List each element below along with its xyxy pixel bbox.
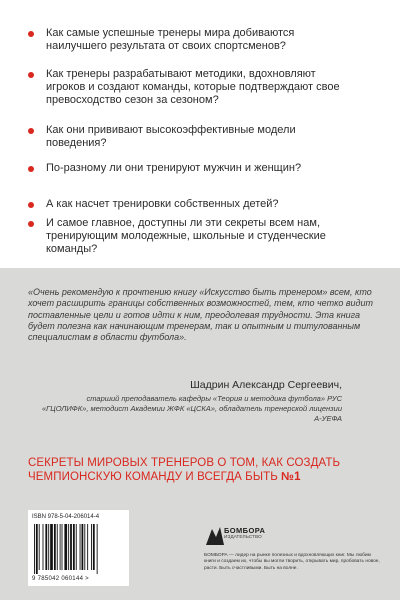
bullet-icon	[28, 72, 34, 78]
review-quote: «Очень рекомендую к прочтению книгу «Искусство быть тренером» всем, кто хочет расширить границы собственных возможностей, тем, кто четко видит поставленные цели и готов идти к ним, преодолевая трудности. Эта книга будет полезна как начинающим тренерам, так и опытным и титулованным специалистам в области футбола».	[28, 287, 374, 343]
bullet-icon	[28, 166, 34, 172]
question-item	[28, 68, 358, 107]
question-item	[28, 124, 358, 150]
question-item	[28, 217, 358, 256]
question-text: И самое главное, доступны ли эти секреты всем нам, тренирующим молодежные, школьные и студенческие команды?	[46, 217, 326, 255]
quote-author: Шадрин Александр Сергеевич,	[190, 379, 342, 391]
bullet-icon	[28, 221, 34, 227]
questions-panel	[0, 0, 400, 268]
ean-digits: 9 785042 060144 >	[32, 576, 89, 582]
bullet-icon	[28, 128, 34, 134]
question-text: Как тренеры разрабатывают методики, вдохновляют игроков и создают команды, которые подтверждают свое превосходство сезон за сезоном?	[46, 68, 340, 106]
isbn-label: ISBN 978-5-04-206014-4	[32, 514, 100, 520]
barcode-bars-icon	[32, 524, 125, 574]
publisher-name: БОМБОРА	[224, 526, 266, 535]
publisher-description: БОМБОРА — лидер на рынке полезных и вдохновляющих книг. Мы любим книги и создаем их, чтобы вы могли творить, открывать мир, пробовать новое, расти. Быть счастливыми. Быть на волне.	[204, 553, 380, 571]
bullet-icon	[28, 202, 34, 208]
tagline-number: №1	[281, 471, 301, 483]
bullet-icon	[28, 31, 34, 37]
tagline-text: СЕКРЕТЫ МИРОВЫХ ТРЕНЕРОВ О ТОМ, КАК СОЗДАТЬ ЧЕМПИОНСКУЮ КОМАНДУ И ВСЕГДА БЫТЬ	[28, 457, 341, 483]
question-text: Как они прививают высокоэффективные модели поведения?	[46, 124, 296, 149]
barcode	[28, 510, 129, 586]
question-item	[28, 198, 358, 211]
question-item	[28, 27, 358, 53]
publisher-subtitle: ИЗДАТЕЛЬСТВО	[224, 535, 262, 540]
tagline	[28, 456, 378, 484]
question-text: А как насчет тренировки собственных детей?	[46, 198, 279, 210]
question-text: Как самые успешные тренеры мира добиваются наилучшего результата от своих спортсменов?	[46, 27, 295, 52]
question-text: По-разному ли они тренируют мужчин и женщин?	[46, 162, 302, 174]
question-item	[28, 162, 358, 175]
author-credentials: старший преподаватель кафедры «Теория и методика футбола» РУС «ГЦОЛИФК», методист Академии ЖФК «ЦСКА», обладатель тренерской лицензии А-УЕФА	[42, 394, 343, 424]
